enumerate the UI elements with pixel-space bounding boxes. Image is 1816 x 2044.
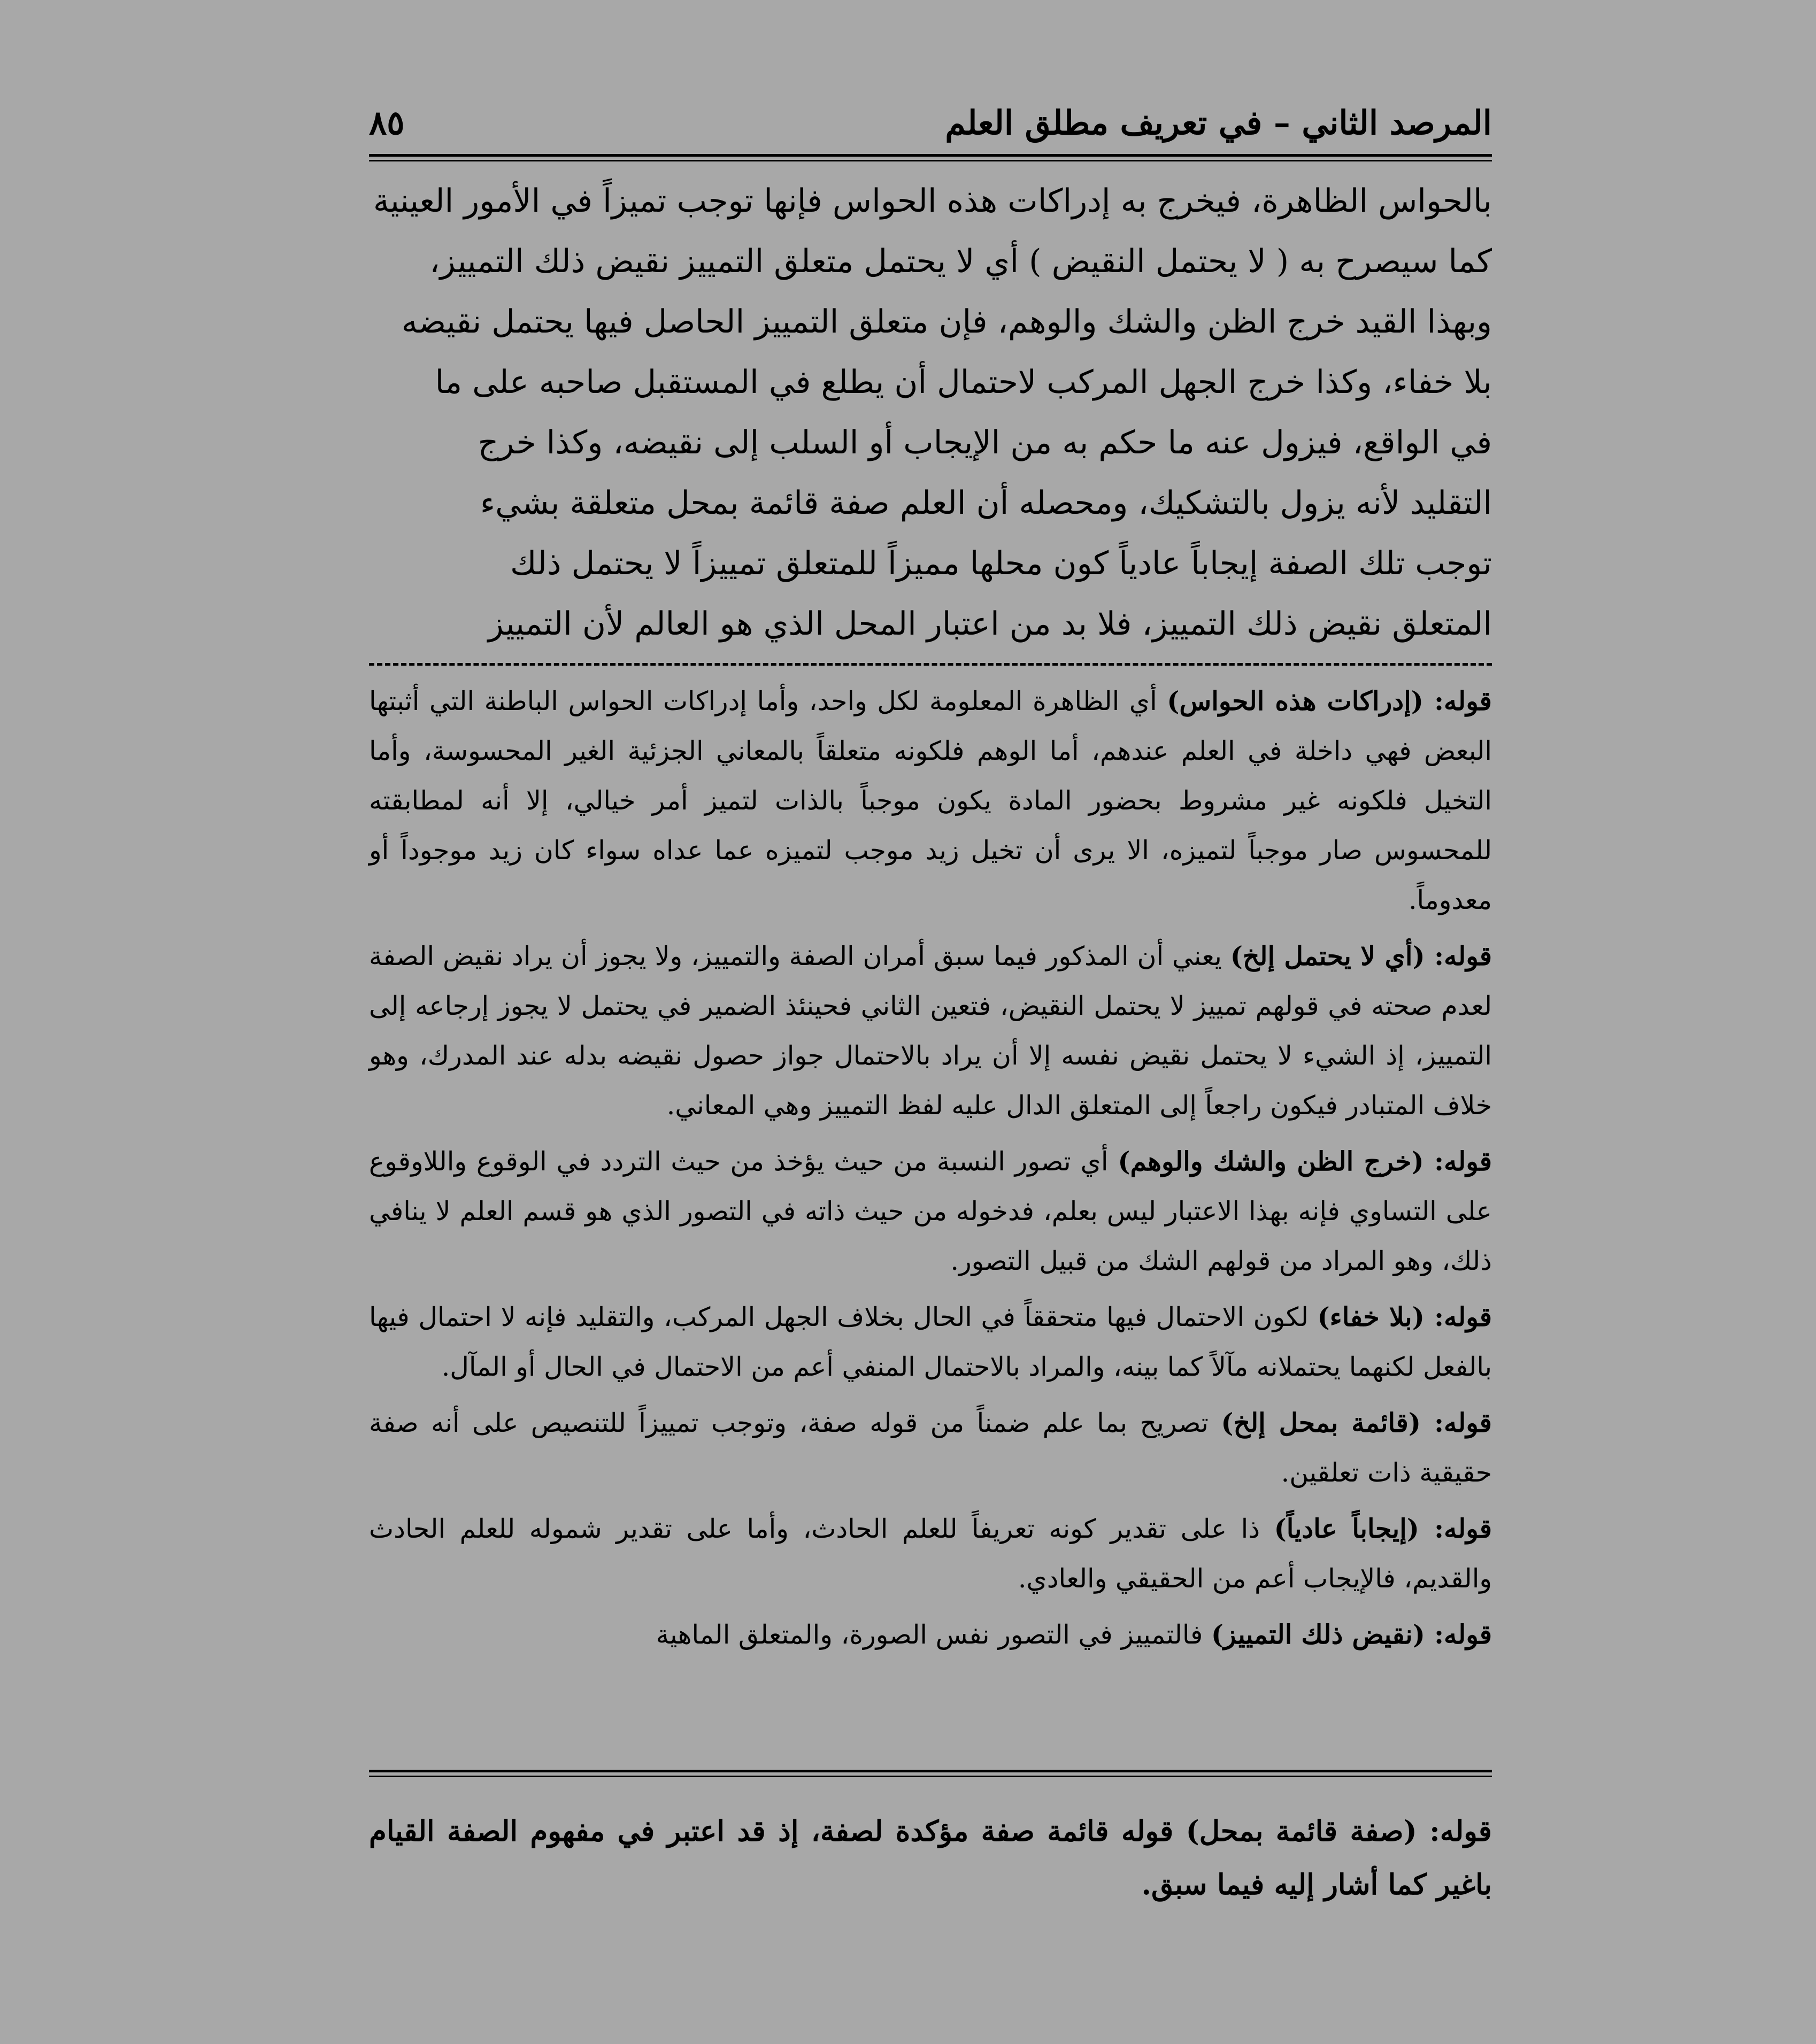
note-paragraph bbox=[369, 676, 1492, 925]
main-line: المتعلق نقيض ذلك التمييز، فلا بد من اعتبار المحل الذي هو العالم لأن التمييز bbox=[488, 605, 1492, 643]
main-line: كما سيصرح به ( لا يحتمل النقيض ) أي لا يحتمل متعلق التمييز نقيض ذلك التمييز، bbox=[429, 243, 1492, 280]
note-paragraph bbox=[369, 1504, 1492, 1603]
header-rule bbox=[369, 154, 1492, 161]
main-text bbox=[369, 171, 1492, 654]
footnote-rule bbox=[369, 1770, 1492, 1777]
footnote bbox=[369, 1804, 1492, 1911]
note-text: تصريح بما علم ضمناً من قوله صفة، وتوجب تمييزاً للتنصيص على أنه صفة حقيقية ذات تعلقين. bbox=[369, 1408, 1492, 1488]
footnote-text: قوله: (صفة قائمة بمحل) قوله قائمة صفة مؤكدة لصفة، إذ قد اعتبر في مفهوم الصفة القيام باغير كما أشار إليه فيما سبق. bbox=[369, 1815, 1492, 1901]
main-line: التقليد لأنه يزول بالتشكيك، ومحصله أن العلم صفة قائمة بمحل متعلقة بشيء bbox=[480, 484, 1492, 522]
note-paragraph bbox=[369, 1292, 1492, 1392]
note-label: قوله: (بلا خفاء) bbox=[1317, 1301, 1492, 1332]
note-paragraph bbox=[369, 1137, 1492, 1286]
note-paragraph bbox=[369, 1610, 1492, 1660]
note-label: قوله: (خرج الظن والشك والوهم) bbox=[1118, 1146, 1492, 1177]
note-label: قوله: (نقيض ذلك التمييز) bbox=[1211, 1619, 1492, 1650]
main-line: بالحواس الظاهرة، فيخرج به إدراكات هذه الحواس فإنها توجب تميزاً في الأمور العينية bbox=[373, 182, 1492, 220]
note-text: أي الظاهرة المعلومة لكل واحد، وأما إدراكات الحواس الباطنة التي أثبتها البعض فهي داخلة في العلم عندهم، أما الوهم فلكونه متعلقاً بالمعاني الجزئية الغير المحسوسة، وأما التخيل فلكونه غير مشروط بحضور المادة يكون موجباً بالذات لتميز أمر خيالي، إلا أنه لمطابقته للمحسوس صار موجباً لتميزه، الا يرى أن تخيل زيد موجب لتميزه عما عداه سواء كان زيد موجوداً أو معدوماً. bbox=[369, 686, 1492, 915]
running-header bbox=[369, 96, 1492, 150]
note-text: يعني أن المذكور فيما سبق أمران الصفة والتمييز، ولا يجوز أن يراد نقيض الصفة لعدم صحته في قولهم تمييز لا يحتمل النقيض، فتعين الثاني فحينئذ الضمير في يحتمل لا يجوز إرجاعه إلى التمييز، إذ الشيء لا يحتمل نقيض نفسه إلا أن يراد بالاحتمال جواز حصول نقيضه بدله عند المدرك، وهو خلاف المتبادر فيكون راجعاً إلى المتعلق الدال عليه لفظ التمييز وهي المعاني. bbox=[369, 941, 1492, 1121]
note-text: ذا على تقدير كونه تعريفاً للعلم الحادث، وأما على تقدير شموله للعلم الحادث والقديم، فالإيجاب أعم من الحقيقي والعادي. bbox=[369, 1514, 1492, 1594]
page-number: ٨٥ bbox=[369, 103, 405, 142]
note-label: قوله: (أي لا يحتمل إلخ) bbox=[1230, 940, 1492, 971]
note-paragraph bbox=[369, 931, 1492, 1130]
note-text: لكون الاحتمال فيها متحققاً في الحال بخلاف الجهل المركب، والتقليد فإنه لا احتمال فيها بالفعل لكنهما يحتملانه مآلاً كما بينه، والمراد بالاحتمال المنفي أعم من الاحتمال في الحال أو المآل. bbox=[369, 1302, 1492, 1382]
note-label: قوله: (إدراكات هذه الحواس) bbox=[1167, 685, 1492, 716]
note-paragraph bbox=[369, 1398, 1492, 1498]
main-line: وبهذا القيد خرج الظن والشك والوهم، فإن متعلق التمييز الحاصل فيها يحتمل نقيضه bbox=[401, 303, 1492, 341]
commentary-notes bbox=[369, 676, 1492, 1666]
note-label: قوله: (إيجاباً عادياً) bbox=[1274, 1513, 1492, 1544]
note-text: فالتمييز في التصور نفس الصورة، والمتعلق الماهية bbox=[656, 1619, 1203, 1650]
book-page bbox=[369, 86, 1492, 1989]
main-line: في الواقع، فيزول عنه ما حكم به من الإيجاب أو السلب إلى نقيضه، وكذا خرج bbox=[478, 424, 1492, 461]
dashed-separator bbox=[369, 663, 1492, 666]
note-label: قوله: (قائمة بمحل إلخ) bbox=[1221, 1407, 1492, 1438]
main-line: بلا خفاء، وكذا خرج الجهل المركب لاحتمال أن يطلع في المستقبل صاحبه على ما bbox=[435, 364, 1492, 401]
chapter-title: المرصد الثاني – في تعريف مطلق العلم bbox=[945, 103, 1492, 142]
main-line: توجب تلك الصفة إيجاباً عادياً كون محلها مميزاً للمتعلق تمييزاً لا يحتمل ذلك bbox=[510, 545, 1492, 582]
note-text: أي تصور النسبة من حيث يؤخذ من حيث التردد في الوقوع واللاوقوع على التساوي فإنه بهذا الاعتبار ليس بعلم، فدخوله من حيث ذاته في التصور الذي هو قسم العلم لا ينافي ذلك، وهو المراد من قولهم الشك من قبيل التصور. bbox=[369, 1146, 1492, 1276]
